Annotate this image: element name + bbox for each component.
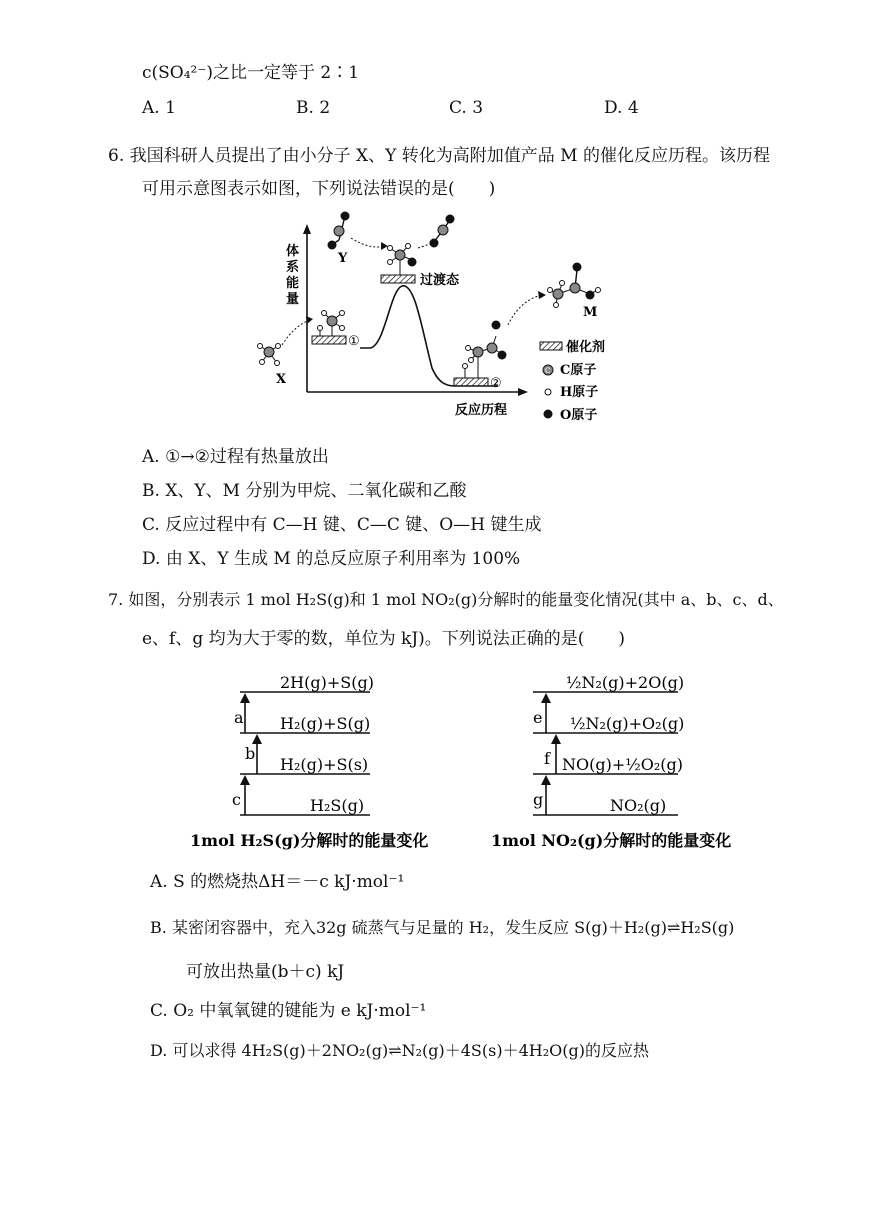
left-diagram-caption: 1mol H₂S(g)分解时的能量变化 (190, 831, 429, 850)
q6-stem-line2: 可用示意图表示如图，下列说法错误的是( ) (142, 179, 496, 199)
option-text: 3 (472, 98, 484, 118)
legend-c-symbol: C (545, 367, 551, 375)
q6-option-c[interactable] (142, 514, 541, 536)
q6-option-b[interactable] (142, 480, 466, 502)
arrow-label-g: g (533, 790, 544, 809)
arrow-label-a: a (234, 708, 244, 727)
option-text: 4 (627, 98, 639, 118)
legend-catalyst-swatch (540, 342, 562, 350)
legend-o-text: O原子 (560, 408, 598, 423)
label-m: M (583, 305, 598, 320)
q5-option-a[interactable] (142, 97, 176, 119)
option-letter: C. (142, 515, 160, 535)
y-axis-label-4: 量 (286, 292, 300, 307)
option-text: O₂ 中氧氧键的键能为 e kJ·mol⁻¹ (173, 1001, 427, 1021)
x-axis-arrow (518, 388, 528, 396)
molecule-x (258, 344, 281, 366)
option-letter: D. (142, 549, 161, 569)
no2-energy-diagram (488, 665, 738, 855)
option-text: 1 (165, 98, 176, 118)
q5-stem-tail: c(SO₄²⁻)之比一定等于 2∶1 (142, 63, 360, 83)
q7-option-b-continued (186, 961, 344, 983)
arrow-label-c: c (232, 790, 241, 809)
option-letter: B. (296, 98, 314, 118)
option-text: 可以求得 4H₂S(g)＋2NO₂(g)⇌N₂(g)＋4S(s)＋4H₂O(g)的反应热 (172, 1041, 649, 1060)
legend-h-atom (545, 389, 551, 395)
y-axis-arrow (303, 224, 311, 234)
level-label-4: NO₂(g) (610, 796, 667, 815)
dashed-arrow-m (508, 295, 542, 325)
option-letter: D. (604, 98, 623, 118)
option-text: S 的燃烧热ΔH＝－c kJ·mol⁻¹ (173, 872, 405, 892)
arrow-label-e: e (533, 708, 543, 727)
q5-option-d[interactable] (604, 97, 639, 119)
option-letter: C. (449, 98, 467, 118)
state-mark-1: ① (348, 334, 360, 349)
right-diagram-caption: 1mol NO₂(g)分解时的能量变化 (491, 831, 732, 850)
y-axis-label-1: 体 (286, 244, 300, 259)
q6-stem-text: 我国科研人员提出了由小分子 X、Y 转化为高附加值产品 M 的催化反应历程。该历程 (129, 146, 770, 166)
h2s-energy-diagram (185, 665, 430, 855)
q7-option-a[interactable] (150, 871, 404, 893)
transition-state-molecule (388, 244, 417, 276)
option-letter: A. (150, 872, 168, 892)
transition-state-label: 过渡态 (420, 273, 460, 288)
level-label-1: ½N₂(g)+2O(g) (566, 673, 685, 692)
label-x: X (276, 372, 287, 387)
arrow-label-f: f (544, 749, 550, 768)
state-mark-2: ② (490, 376, 502, 391)
option-text: X、Y、M 分别为甲烷、二氧化碳和乙酸 (165, 481, 467, 501)
y-axis-label-3: 能 (286, 276, 300, 291)
option-letter: B. (150, 918, 167, 937)
question-number: 7. (108, 590, 124, 609)
dashed-arrow-x (282, 320, 310, 345)
option-letter: B. (142, 481, 160, 501)
q5-option-b[interactable] (296, 97, 330, 119)
arrow-label-b: b (245, 744, 256, 763)
level-label-3: NO(g)+½O₂(g) (562, 755, 684, 774)
catalyst-bar-transition (381, 275, 415, 283)
q6-option-a[interactable] (142, 446, 329, 468)
q7-stem-line2: e、f、g 均为大于零的数，单位为 kJ)。下列说法正确的是( ) (142, 629, 626, 649)
legend-catalyst-text: 催化剂 (566, 340, 606, 355)
catalyst-bar-2 (454, 378, 488, 386)
option-letter: C. (150, 1001, 168, 1021)
legend-c-text: C原子 (560, 363, 597, 378)
level-label-2: H₂(g)+S(g) (280, 714, 371, 733)
option-letter: A. (142, 447, 160, 467)
molecule-m (548, 263, 601, 308)
option-text: 反应过程中有 C—H 键、C—C 键、O—H 键生成 (165, 515, 542, 535)
option-text: 某密闭容器中，充入32g 硫蒸气与足量的 H₂，发生反应 S(g)＋H₂(g)⇌H₂S(g) (171, 918, 735, 937)
co2-molecule-near-transition (430, 215, 455, 248)
legend-o-atom (544, 410, 553, 419)
option-text: 可放出热量(b＋c) kJ (186, 962, 345, 982)
legend-h-text: H原子 (560, 385, 599, 400)
option-letter: D. (150, 1041, 168, 1060)
option-text: 2 (319, 98, 331, 118)
option-text: 由 X、Y 生成 M 的总反应原子利用率为 100% (165, 549, 521, 569)
adsorbed-molecule-2 (463, 321, 507, 379)
q6-stem-line1 (108, 145, 770, 167)
question-number: 6. (108, 146, 125, 166)
dashed-arrow-y (351, 238, 385, 247)
q7-stem-text: 如图，分别表示 1 mol H₂S(g)和 1 mol NO₂(g)分解时的能量变化情况(其中 a、b、c、d、 (128, 590, 784, 609)
q7-option-c[interactable] (150, 1000, 426, 1022)
x-axis-label: 反应历程 (455, 403, 508, 418)
level-label-3: H₂(g)+S(s) (280, 755, 369, 774)
q5-option-c[interactable] (449, 97, 483, 119)
energy-curve (360, 286, 498, 386)
label-y: Y (338, 251, 348, 266)
reaction-energy-figure (250, 200, 630, 430)
q7-stem-line1 (108, 589, 784, 611)
q7-option-b[interactable] (150, 917, 734, 939)
y-axis-label-2: 系 (286, 260, 300, 275)
q7-option-d[interactable] (150, 1040, 649, 1062)
level-label-2: ½N₂(g)+O₂(g) (570, 714, 685, 733)
option-letter: A. (142, 98, 160, 118)
adsorbed-molecule-1 (318, 311, 345, 337)
q6-option-d[interactable] (142, 548, 520, 570)
level-label-1: 2H(g)+S(g) (280, 673, 374, 692)
option-text: ①→②过程有热量放出 (165, 447, 329, 467)
level-label-4: H₂S(g) (310, 796, 365, 815)
catalyst-bar-1 (312, 336, 346, 344)
molecule-y (328, 212, 350, 250)
